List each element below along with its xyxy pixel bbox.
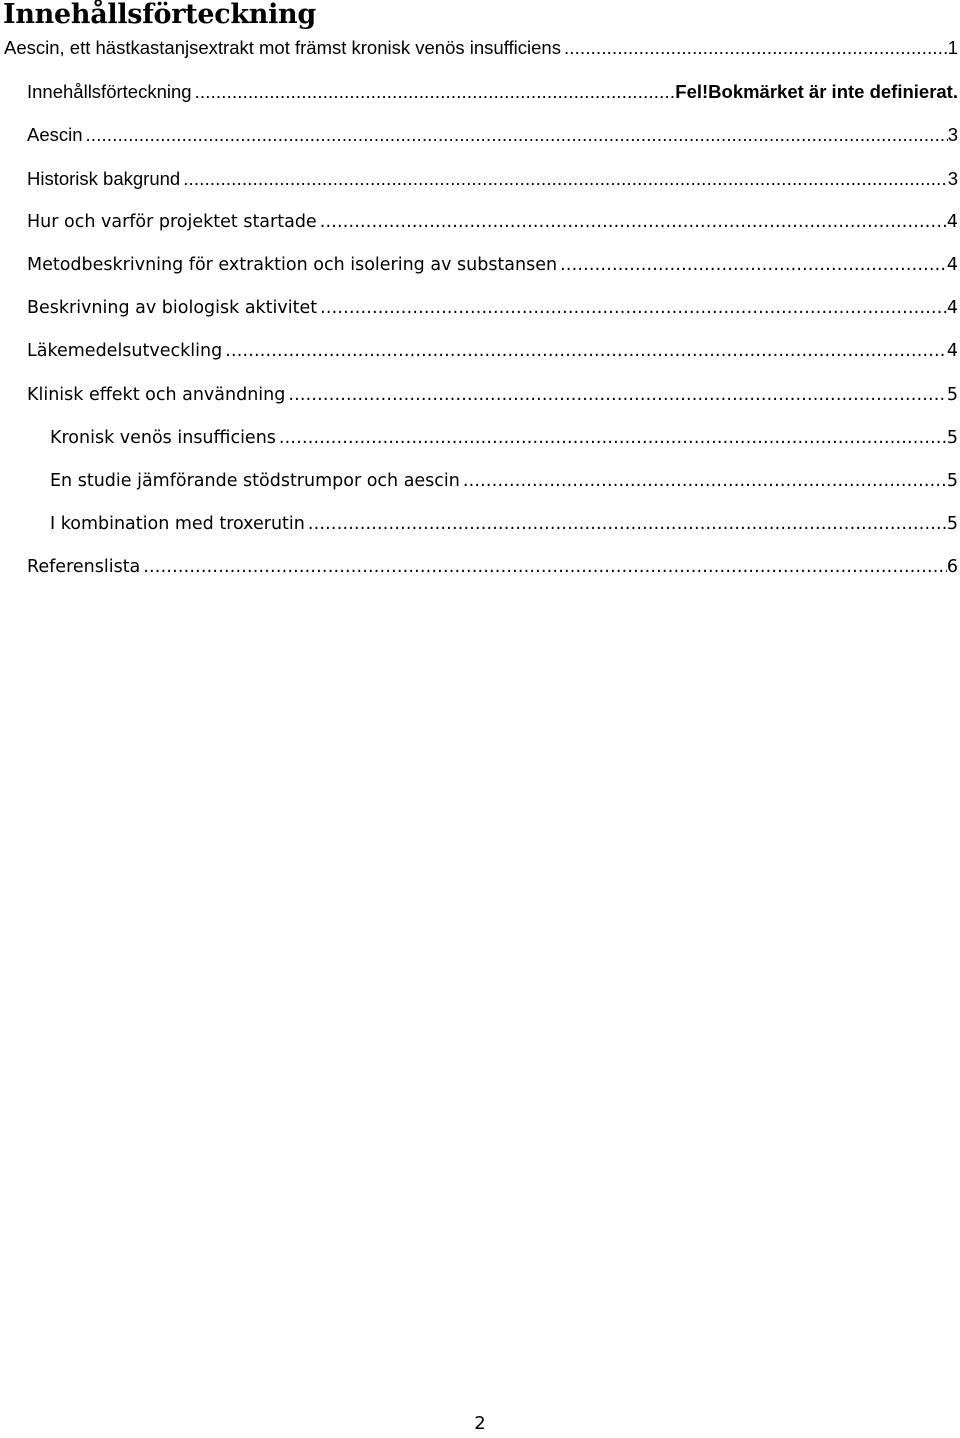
dot-leader bbox=[222, 337, 947, 365]
toc-entry-label: Metodbeskrivning för extraktion och isolering av substansen bbox=[27, 255, 558, 275]
toc-entry-metodbeskrivning[interactable] bbox=[27, 251, 958, 279]
toc-entry-studie-stodstrumpor[interactable] bbox=[50, 467, 958, 495]
toc-entry-label: Beskrivning av biologisk aktivitet bbox=[27, 298, 318, 318]
toc-entry-page: 5 bbox=[946, 471, 958, 491]
toc-entry-page: 6 bbox=[946, 557, 958, 577]
dot-leader bbox=[83, 121, 948, 149]
toc-entry-aescin-title[interactable] bbox=[4, 34, 958, 62]
toc-entry-label: I kombination med troxerutin bbox=[50, 514, 305, 534]
dot-leader bbox=[460, 467, 947, 495]
toc-entry-klinisk-effekt[interactable] bbox=[27, 381, 958, 409]
dot-leader bbox=[192, 78, 676, 106]
dot-leader bbox=[317, 208, 947, 236]
toc-entry-page: 5 bbox=[946, 514, 958, 534]
toc-entry-page: 1 bbox=[947, 37, 958, 58]
toc-entry-page-error: Fel!Bokmärket är inte definierat. bbox=[675, 81, 958, 102]
toc-entry-label: Aescin bbox=[27, 124, 83, 145]
toc-entry-label: Klinisk effekt och användning bbox=[27, 385, 286, 405]
toc-entry-innehallsforteckning[interactable] bbox=[27, 78, 958, 106]
toc-entry-label: Kronisk venös insufficiens bbox=[50, 428, 276, 448]
page-number: 2 bbox=[474, 1413, 486, 1434]
toc-entry-label: Aescin, ett hästkastanjsextrakt mot främst kronisk venös insufficiens bbox=[4, 37, 561, 58]
toc-entry-biologisk-aktivitet[interactable] bbox=[27, 294, 958, 322]
dot-leader bbox=[317, 294, 947, 322]
dot-leader bbox=[561, 34, 948, 62]
toc-entry-page: 4 bbox=[946, 298, 958, 318]
toc-entry-label: Läkemedelsutveckling bbox=[27, 341, 223, 361]
dot-leader bbox=[285, 381, 947, 409]
dot-leader bbox=[180, 165, 948, 193]
dot-leader bbox=[140, 553, 947, 581]
toc-heading: Innehållsförteckning bbox=[3, 0, 316, 30]
dot-leader bbox=[557, 251, 947, 279]
toc-entry-kronisk-venos-insufficiens[interactable] bbox=[50, 424, 958, 452]
toc-entry-page: 5 bbox=[946, 428, 958, 448]
toc-entry-page: 4 bbox=[946, 255, 958, 275]
toc-entry-projektet-startade[interactable] bbox=[27, 208, 958, 236]
toc-entry-page: 5 bbox=[946, 385, 958, 405]
toc-entry-label: Hur och varför projektet startade bbox=[27, 212, 317, 232]
toc-entry-page: 3 bbox=[947, 168, 958, 189]
toc-entry-page: 4 bbox=[946, 212, 958, 232]
toc-entry-referenslista[interactable] bbox=[27, 553, 958, 581]
toc-entry-label: Innehållsförteckning bbox=[27, 81, 192, 102]
toc-entry-label: En studie jämförande stödstrumpor och aescin bbox=[50, 471, 460, 491]
toc-entry-historisk-bakgrund[interactable] bbox=[27, 165, 958, 193]
toc-entry-page: 3 bbox=[947, 124, 958, 145]
toc-entry-troxerutin[interactable] bbox=[50, 510, 958, 538]
toc-entry-label: Referenslista bbox=[27, 557, 141, 577]
toc-entry-lakemedelsutveckling[interactable] bbox=[27, 337, 958, 365]
toc-entry-label: Historisk bakgrund bbox=[27, 168, 181, 189]
toc-entry-aescin[interactable] bbox=[27, 121, 958, 149]
dot-leader bbox=[276, 424, 947, 452]
toc-entry-page: 4 bbox=[946, 341, 958, 361]
dot-leader bbox=[305, 510, 947, 538]
